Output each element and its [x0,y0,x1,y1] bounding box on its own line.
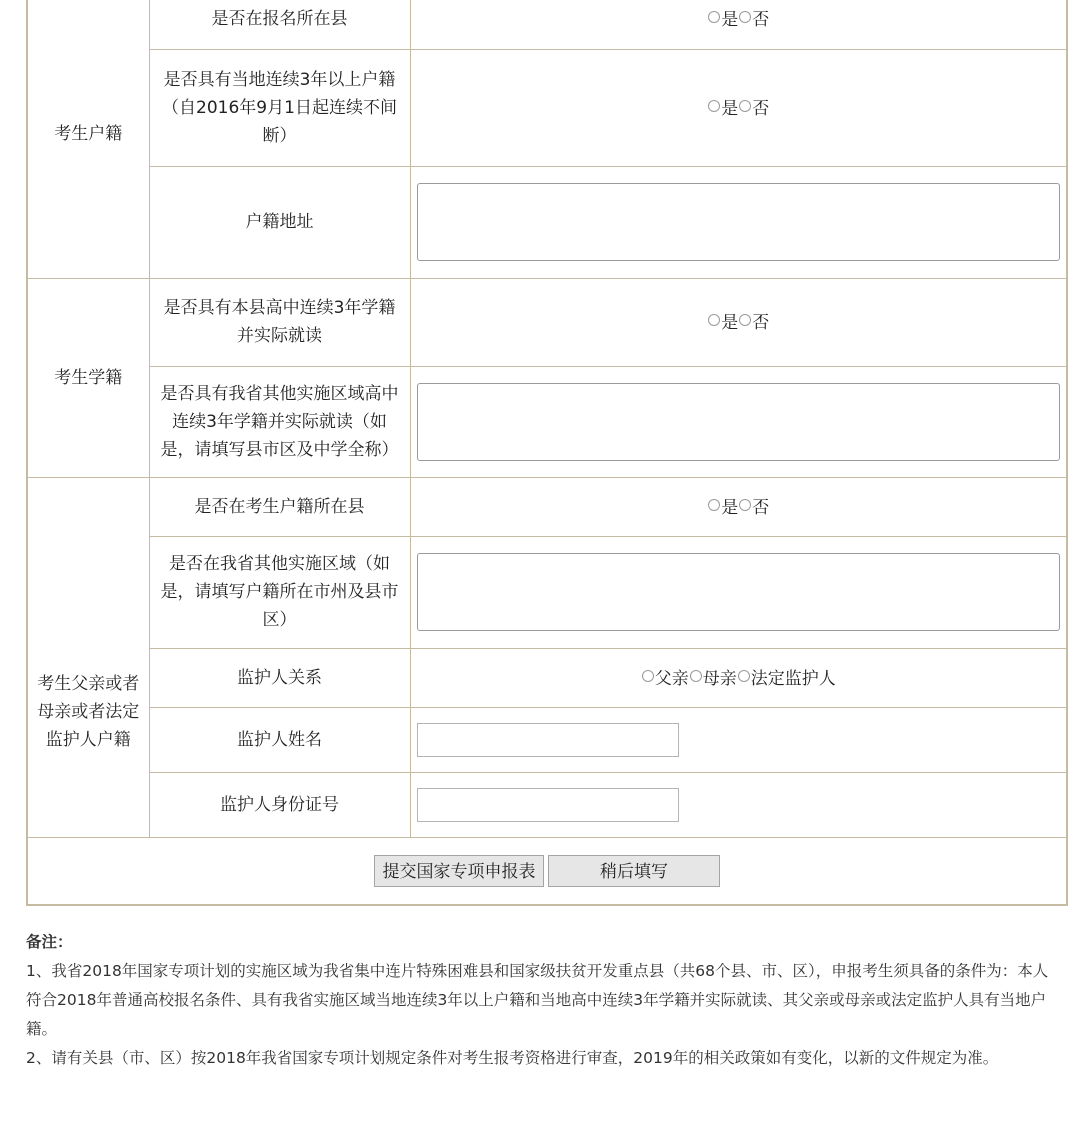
label-in-registration-county: 是否在报名所在县 [149,0,410,49]
radio-yes-label: 是 [721,497,739,518]
parent-other-region-textarea[interactable] [417,553,1061,631]
label-other-region-highschool: 是否具有我省其他实施区域高中连续3年学籍并实际就读（如是，请填写县市区及中学全称） [149,366,410,477]
hukou-address-textarea[interactable] [417,183,1061,261]
note-item-2: 2、请有关县（市、区）按2018年我省国家专项计划规定条件对考生报考资格进行审查，2019年的相关政策如有变化，以新的文件规定为准。 [26,1049,999,1067]
radio-yes[interactable] [708,100,720,112]
label-local-highschool-3-years: 是否具有本县高中连续3年学籍并实际就读 [149,278,410,366]
note-item-1: 1、我省2018年国家专项计划的实施区域为我省集中连片特殊困难县和国家级扶贫开发重点县（共68个县、市、区），申报考生须具备的条件为：本人符合2018年普通高校报名条件、具有我省实施区域当地连续3年以上户籍和当地高中连续3年学籍并实际就读、其父亲或母亲或法定监护人具有当地户籍。 [26,962,1049,1038]
radio-yes-label: 是 [721,98,739,119]
category-xueji: 考生学籍 [27,278,149,477]
guardian-id-number-input[interactable] [417,788,679,822]
submit-application-button[interactable]: 提交国家专项申报表 [374,855,544,887]
answer-parent-in-student-county [410,477,1067,536]
category-parent-hukou [27,477,149,837]
other-region-highschool-textarea[interactable] [417,383,1061,461]
radio-guardian-label: 法定监护人 [750,668,836,689]
radio-guardian[interactable] [738,670,750,682]
label-guardian-name: 监护人姓名 [149,707,410,772]
answer-guardian-name [410,707,1067,772]
label-guardian-id-number: 监护人身份证号 [149,772,410,837]
label-hukou-address: 户籍地址 [149,166,410,278]
radio-yes[interactable] [708,499,720,511]
answer-local-hukou-3-years [410,49,1067,166]
answer-guardian-id-number [410,772,1067,837]
radio-yes[interactable] [708,314,720,326]
answer-local-highschool-3-years [410,278,1067,366]
fill-later-button[interactable]: 稍后填写 [548,855,720,887]
radio-yes[interactable] [708,11,720,23]
notes-title: 备注： [26,933,73,951]
answer-parent-other-region [410,536,1067,648]
radio-father[interactable] [642,670,654,682]
radio-no-label: 否 [752,10,770,31]
notes-section [26,928,1056,1073]
radio-father-label: 父亲 [654,668,689,689]
radio-no[interactable] [739,100,751,112]
label-guardian-relation: 监护人关系 [149,648,410,707]
radio-no[interactable] [739,314,751,326]
answer-other-region-highschool [410,366,1067,477]
button-row [27,837,1067,905]
radio-yes-label: 是 [721,10,739,31]
radio-no-label: 否 [752,98,770,119]
radio-no-label: 否 [752,313,770,333]
label-parent-other-region: 是否在我省其他实施区域（如是，请填写户籍所在市州及县市区） [149,536,410,648]
radio-mother[interactable] [690,670,702,682]
label-parent-in-student-county: 是否在考生户籍所在县 [149,477,410,536]
label-local-hukou-3-years: 是否具有当地连续3年以上户籍（自2016年9月1日起连续不间断） [149,49,410,166]
answer-hukou-address [410,166,1067,278]
radio-no[interactable] [739,499,751,511]
radio-mother-label: 母亲 [702,668,737,689]
radio-no-label: 否 [752,497,770,518]
application-form-table [26,0,1068,906]
answer-guardian-relation [410,648,1067,707]
answer-in-registration-county [410,0,1067,49]
category-parent-hukou-text: 考生父亲或者母亲或者法定监护人户籍 [37,674,140,750]
guardian-name-input[interactable] [417,723,679,757]
category-hukou: 考生户籍 [27,0,149,278]
radio-yes-label: 是 [721,313,739,333]
radio-no[interactable] [739,11,751,23]
